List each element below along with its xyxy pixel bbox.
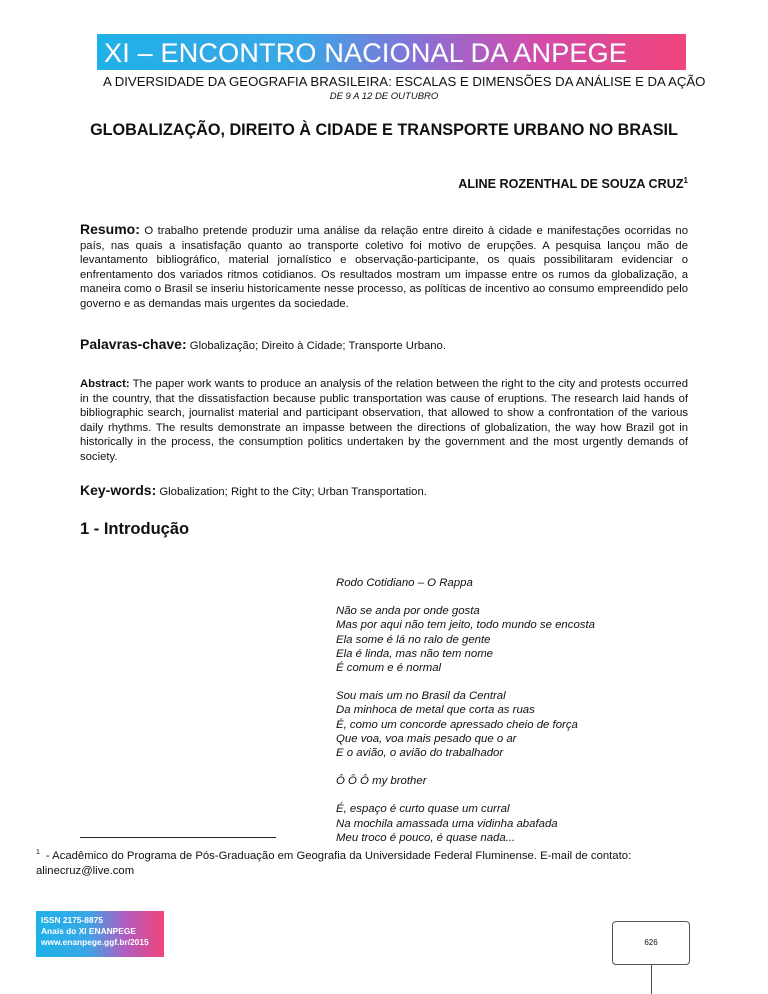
footnote-text: - Acadêmico do Programa de Pós-Graduação em Geografia da Universidade Federal Fluminense. E-mail de contato: alinecruz@live.com <box>36 849 632 877</box>
author-footnote-mark: 1 <box>683 176 688 185</box>
footnote-divider <box>80 837 276 838</box>
abstract-label: Abstract: <box>80 378 130 390</box>
verse-line: E o avião, o avião do trabalhador <box>336 747 504 760</box>
palavras-chave-paragraph <box>80 337 688 354</box>
issn-text: ISSN 2175-8875 <box>41 915 103 925</box>
site-link[interactable]: www.enanpege.ggf.br/2015 <box>41 937 149 947</box>
resumo-text: O trabalho pretende produzir uma análise da relação entre direito à cidade e manifestações ocorridas no país, nas quais a insatisfação quanto ao transporte coletivo foi motivo de erupções. A pesquisa lançou mão de levantamento bibliográfico, material jornalístico e observação-participante, os quais possibilitaram evidenciar o enfrentamento dos variados ritmos cotidianos. Os resultados mostram um impasse entre os rumos da globalização, a maneira como o Brasil se inseriu historicamente nesse processo, as políticas de incentivo ao consumo empreendido pelo governo e as demandas mais urgentes da sociedade. <box>80 225 689 310</box>
palavras-chave-label: Palavras-chave: <box>80 336 187 352</box>
event-dates: DE 9 A 12 DE OUTUBRO <box>329 91 439 102</box>
banner-title: XI – ENCONTRO NACIONAL DA ANPEGE <box>104 38 628 68</box>
verse-line: Mas por aqui não tem jeito, todo mundo se encosta <box>336 619 595 632</box>
epigraph-stanza <box>336 774 696 788</box>
epigraph-stanza <box>336 604 696 675</box>
palavras-chave-text: Globalização; Direito à Cidade; Transporte Urbano. <box>189 340 446 352</box>
resumo-label: Resumo: <box>80 221 140 237</box>
verse-line: Na mochila amassada uma vidinha abafada <box>336 817 558 830</box>
author-name <box>458 176 688 191</box>
verse-line: É, como um concorde apressado cheio de força <box>336 718 578 731</box>
resumo-paragraph <box>80 222 688 312</box>
epigraph-stanza <box>336 802 696 845</box>
epigraph-source: Rodo Cotidiano – O Rappa <box>336 577 473 589</box>
verse-line: Ela é linda, mas não tem nome <box>336 647 494 660</box>
verse-line: Da minhoca de metal que corta as ruas <box>336 704 535 717</box>
epigraph <box>336 576 696 859</box>
anais-text: Anais do XI ENANPEGE <box>41 926 136 936</box>
footnote <box>36 845 688 879</box>
keywords-label: Key-words: <box>80 482 157 498</box>
footnote-mark: 1 <box>36 849 40 856</box>
verse-line: É comum e é normal <box>336 662 442 675</box>
epigraph-stanza <box>336 689 696 760</box>
verse-line: Meu troco é pouco, é quase nada... <box>336 831 516 844</box>
verse-line: Ô Ô Ô my brother <box>336 775 427 788</box>
page-number-tick <box>651 965 652 994</box>
abstract-paragraph <box>80 377 688 465</box>
keywords-paragraph <box>80 483 688 500</box>
verse-line: É, espaço é curto quase um curral <box>336 803 510 816</box>
verse-line: Sou mais um no Brasil da Central <box>336 690 506 703</box>
verse-line: Que voa, voa mais pesado que o ar <box>336 732 517 745</box>
section-heading: 1 - Introdução <box>80 520 190 538</box>
page-number: 626 <box>612 921 690 965</box>
issn-badge <box>36 911 164 957</box>
verse-line: Ela some é lá no ralo de gente <box>336 633 491 646</box>
verse-line: Não se anda por onde gosta <box>336 605 480 618</box>
paper-title: GLOBALIZAÇÃO, DIREITO À CIDADE E TRANSPORTE URBANO NO BRASIL <box>90 121 678 139</box>
event-subtitle: A DIVERSIDADE DA GEOGRAFIA BRASILEIRA: ESCALAS E DIMENSÕES DA ANÁLISE E DA AÇÃO <box>103 74 706 89</box>
author-text: ALINE ROZENTHAL DE SOUZA CRUZ <box>458 177 684 192</box>
abstract-text: The paper work wants to produce an analysis of the relation between the right to the city and protests occurred in the country, that the dissatisfaction because public transportation was cause of eruptions. The research laid hands of bibliographic search, journalist material and participant observation, that allowed to show a confrontation of the various daily rhythms. The results demonstrate an impasse between the directions of globalization, the way how Brazil got in historically in the process, the consumption politics undertaken by the government and the most urgently demands of society. <box>80 378 688 463</box>
keywords-text: Globalization; Right to the City; Urban Transportation. <box>159 486 427 498</box>
